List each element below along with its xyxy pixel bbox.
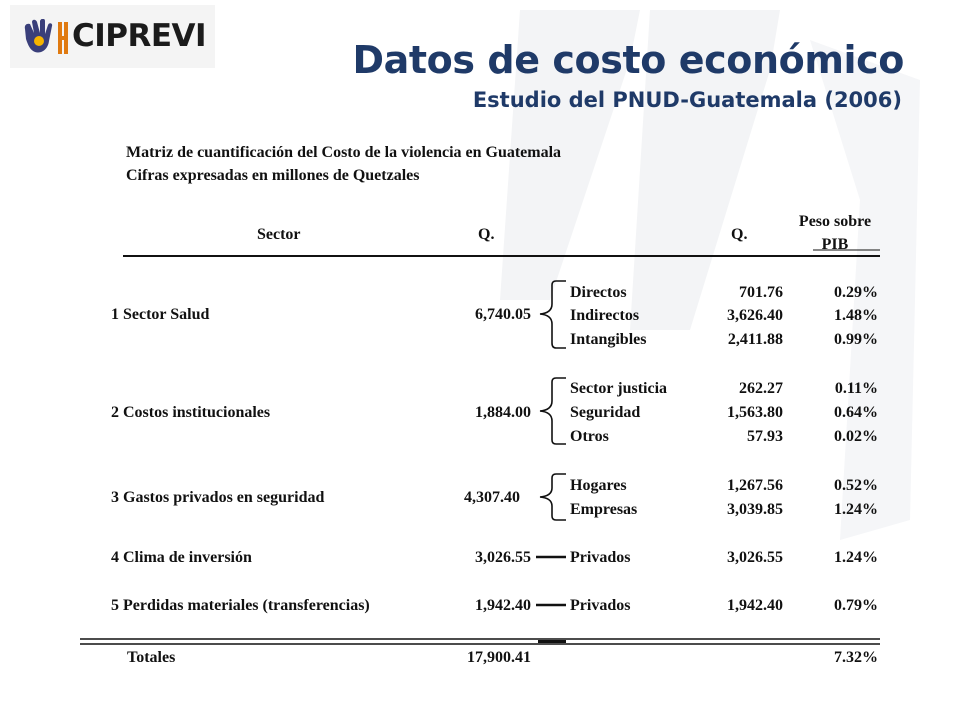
item-name: Otros bbox=[570, 428, 609, 445]
item-pct: 0.02% bbox=[834, 428, 878, 445]
logo-text: CIPREVI bbox=[72, 18, 207, 54]
item-q: 2,411.88 bbox=[727, 331, 783, 348]
sector-label: 4 Clima de inversión bbox=[111, 549, 252, 566]
item-name: Sector justicia bbox=[570, 380, 668, 397]
item-pct: 1.24% bbox=[834, 501, 878, 518]
item-q: 262.27 bbox=[739, 380, 783, 397]
item-pct: 0.64% bbox=[834, 404, 878, 421]
totals-pct: 7.32% bbox=[834, 649, 878, 666]
item-name: Seguridad bbox=[570, 404, 641, 421]
header-sector: Sector bbox=[257, 226, 301, 243]
item-pct: 0.11% bbox=[834, 380, 878, 397]
sector-label: 2 Costos institucionales bbox=[111, 404, 271, 421]
sector-total: 1,942.40 bbox=[475, 597, 531, 614]
item-pct: 0.99% bbox=[834, 331, 878, 348]
item-q: 3,626.40 bbox=[727, 307, 783, 324]
item-q: 3,026.55 bbox=[727, 549, 783, 566]
item-pct: 0.79% bbox=[834, 597, 878, 614]
header-peso-line1: Peso sobre bbox=[798, 213, 872, 230]
item-q: 1,942.40 bbox=[727, 597, 783, 614]
table-caption-units: Cifras expresadas en millones de Quetzales bbox=[126, 167, 420, 184]
header-q-total: Q. bbox=[478, 226, 495, 243]
brace-sector-1 bbox=[540, 281, 566, 348]
item-q: 57.93 bbox=[747, 428, 783, 445]
sector-label: 5 Perdidas materiales (transferencias) bbox=[111, 597, 370, 614]
totals-label: Totales bbox=[127, 649, 176, 666]
sector-label: 1 Sector Salud bbox=[111, 306, 210, 323]
item-q: 1,563.80 bbox=[727, 404, 783, 421]
brace-sector-2 bbox=[540, 378, 566, 444]
sector-total: 1,884.00 bbox=[475, 404, 531, 421]
header-q-item: Q. bbox=[731, 226, 748, 243]
item-pct: 1.48% bbox=[834, 307, 878, 324]
item-pct: 0.52% bbox=[834, 477, 878, 494]
item-name: Privados bbox=[570, 549, 631, 566]
item-pct: 0.29% bbox=[834, 284, 878, 301]
item-name: Directos bbox=[570, 284, 627, 301]
item-name: Hogares bbox=[570, 477, 627, 494]
brace-sector-3 bbox=[540, 474, 566, 520]
item-name: Empresas bbox=[570, 501, 638, 518]
sector-label: 3 Gastos privados en seguridad bbox=[111, 489, 325, 506]
item-name: Privados bbox=[570, 597, 631, 614]
sector-total: 3,026.55 bbox=[475, 549, 531, 566]
totals-q: 17,900.41 bbox=[467, 649, 531, 666]
item-pct: 1.24% bbox=[834, 549, 878, 566]
item-q: 701.76 bbox=[739, 284, 783, 301]
table-caption: Matriz de cuantificación del Costo de la violencia en Guatemala bbox=[126, 144, 562, 161]
header-peso-line2: PIB bbox=[821, 236, 849, 253]
slide-title: Datos de costo económico bbox=[352, 38, 904, 82]
item-q: 3,039.85 bbox=[727, 501, 783, 518]
sector-total: 4,307.40 bbox=[464, 489, 520, 506]
slide-subtitle: Estudio del PNUD-Guatemala (2006) bbox=[472, 88, 902, 112]
item-name: Indirectos bbox=[570, 307, 640, 324]
item-name: Intangibles bbox=[570, 331, 647, 348]
item-q: 1,267.56 bbox=[727, 477, 783, 494]
sector-total: 6,740.05 bbox=[475, 306, 531, 323]
